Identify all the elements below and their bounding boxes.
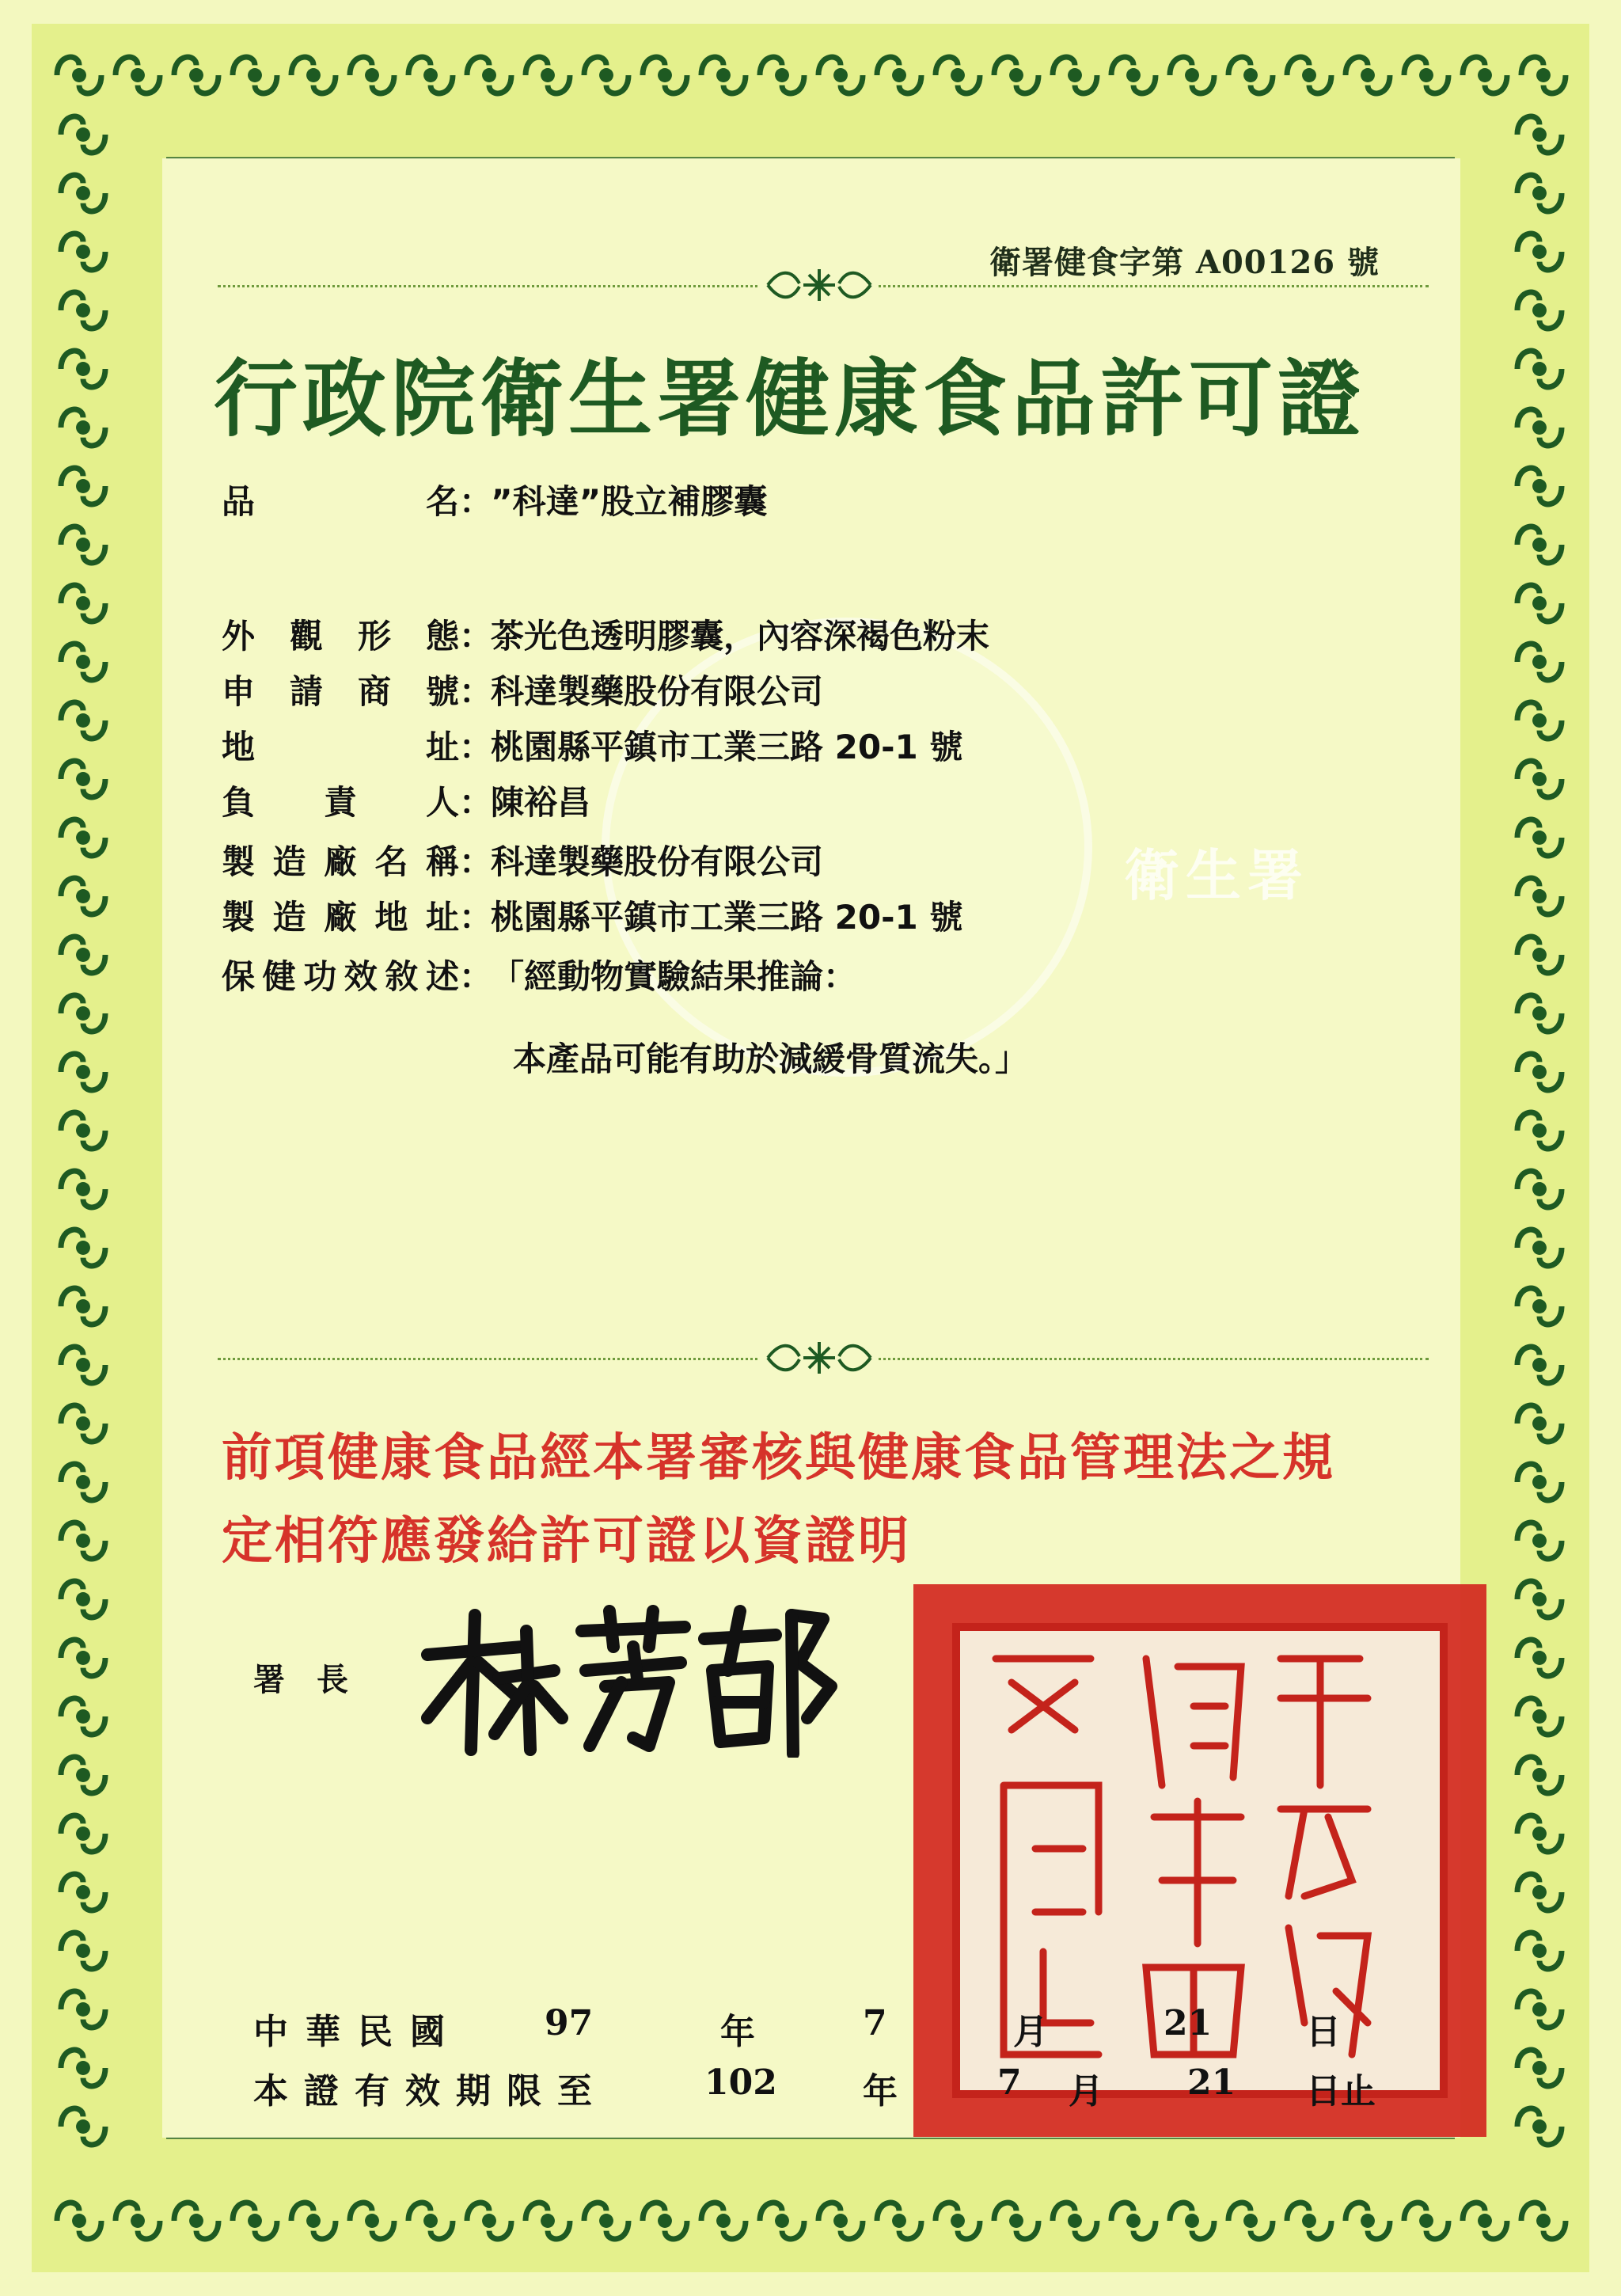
border-motif-icon: [61, 1171, 105, 1207]
border-motif-icon: [1053, 57, 1097, 93]
border-motif-icon: [1517, 1991, 1562, 2028]
border-motif-icon: [291, 57, 336, 93]
valid-until-month: 7: [997, 2062, 1022, 2103]
valid-until-month-unit: 月: [1069, 2071, 1103, 2112]
valid-until-day-unit: 日止: [1306, 2071, 1376, 2112]
border-motif-icon: [116, 2203, 160, 2239]
border-motif-icon: [61, 1933, 105, 1969]
border-motif-icon: [61, 1288, 105, 1325]
border-motif-icon: [61, 292, 105, 329]
border-motif-icon: [1517, 409, 1562, 446]
issue-date-day: 21: [1164, 2003, 1213, 2043]
border-motif-icon: [526, 2203, 570, 2239]
border-motif-icon: [1287, 57, 1331, 93]
field-label-char: 觀: [289, 617, 323, 656]
field-label-char: 保: [222, 957, 256, 996]
border-motif-icon: [1517, 761, 1562, 797]
border-motif-icon: [1517, 1933, 1562, 1969]
border-motif-icon: [61, 116, 105, 153]
field-label-char: 號: [425, 672, 459, 711]
border-motif-icon: [1517, 1171, 1562, 1207]
field-label-char: 廠: [323, 842, 357, 881]
director-label: 署長: [253, 1662, 380, 1698]
border-motif-icon: [61, 2050, 105, 2086]
field-row: [222, 776, 590, 825]
border-motif-icon: [1287, 2203, 1331, 2239]
field-value: 科達製藥股份有限公司: [491, 842, 824, 881]
border-motif-icon: [1228, 2203, 1273, 2239]
field-label: [222, 777, 459, 824]
issue-date-year-unit: 年: [720, 2012, 755, 2052]
border-motif-icon: [760, 2203, 804, 2239]
border-motif-icon: [61, 409, 105, 446]
border-motif-icon: [61, 1815, 105, 1852]
field-label-char: 名: [374, 842, 408, 881]
border-motif-icon: [61, 1874, 105, 1910]
border-motif-icon: [1517, 878, 1562, 914]
field-value: 科達製藥股份有限公司: [491, 672, 824, 711]
field-colon: ：: [459, 783, 493, 822]
border-motif-icon: [61, 1522, 105, 1559]
divider-ornament-icon: [760, 1334, 879, 1382]
border-motif-icon: [233, 2203, 277, 2239]
field-row: [222, 950, 856, 999]
border-motif-icon: [1521, 57, 1566, 93]
field-label-char: 稱: [425, 842, 459, 881]
border-motif-icon: [1517, 1698, 1562, 1735]
field-label: [222, 610, 459, 658]
border-motif-icon: [174, 57, 218, 93]
border-motif-icon: [1517, 819, 1562, 856]
border-motif-icon: [1170, 2203, 1214, 2239]
field-value: 桃園縣平鎮市工業三路 20-1 號: [491, 728, 963, 766]
border-motif-icon: [1517, 585, 1562, 622]
valid-until-day: 21: [1187, 2062, 1236, 2103]
field-value: 茶光色透明膠囊，內容深褐色粉末: [491, 617, 990, 656]
border-motif-icon: [61, 1464, 105, 1500]
field-label-char: 負: [222, 783, 256, 822]
border-motif-icon: [877, 57, 921, 93]
field-label-char: 製: [222, 898, 256, 937]
field-label-char: 址: [425, 728, 459, 766]
border-motif-icon: [57, 2203, 101, 2239]
border-motif-icon: [1517, 1815, 1562, 1852]
border-motif-icon: [61, 468, 105, 504]
border-motif-icon: [994, 2203, 1038, 2239]
certificate-number: 衛署健食字第 A00126 號: [989, 244, 1380, 281]
field-label-char: 申: [222, 672, 256, 711]
field-label-char: 名: [425, 482, 459, 521]
border-motif-icon: [1517, 2108, 1562, 2145]
field-label-char: 責: [323, 783, 357, 822]
border-motif-icon: [61, 1757, 105, 1793]
border-motif-icon: [1521, 2203, 1566, 2239]
watermark-text: 衛生署: [1124, 842, 1309, 908]
border-motif-icon: [61, 1054, 105, 1090]
border-motif-icon: [1517, 1464, 1562, 1500]
border-motif-icon: [1404, 57, 1448, 93]
border-motif-icon: [818, 57, 863, 93]
border-motif-icon: [1517, 526, 1562, 563]
border-motif-icon: [61, 1112, 105, 1149]
border-motif-icon: [350, 2203, 394, 2239]
border-motif-icon: [61, 1698, 105, 1735]
field-label: [222, 476, 459, 523]
border-motif-icon: [584, 57, 628, 93]
border-motif-icon: [233, 57, 277, 93]
field-label-char: 人: [425, 783, 459, 822]
field-label-char: 造: [272, 898, 306, 937]
field-label-char: 品: [222, 482, 256, 521]
border-motif-icon: [467, 2203, 511, 2239]
border-motif-icon: [643, 57, 687, 93]
border-motif-icon: [1517, 2050, 1562, 2086]
valid-until-year: 102: [704, 2062, 777, 2103]
border-motif-icon: [61, 878, 105, 914]
border-motif-icon: [1517, 644, 1562, 680]
border-motif-icon: [1517, 702, 1562, 739]
field-label: [222, 666, 459, 713]
field-row: [222, 720, 962, 770]
border-motif-icon: [1463, 2203, 1507, 2239]
border-motif-icon: [1517, 1112, 1562, 1149]
border-motif-icon: [61, 1581, 105, 1617]
issue-date-year: 97: [545, 2003, 594, 2043]
field-colon: ：: [459, 957, 493, 996]
border-motif-icon: [760, 57, 804, 93]
field-row: [222, 475, 767, 524]
border-motif-icon: [61, 819, 105, 856]
border-motif-icon: [1517, 1581, 1562, 1617]
field-row: [222, 610, 989, 659]
border-motif-icon: [408, 2203, 453, 2239]
field-label: [222, 721, 459, 769]
border-motif-icon: [584, 2203, 628, 2239]
border-motif-icon: [61, 937, 105, 973]
border-motif-icon: [61, 234, 105, 270]
border-motif-icon: [1517, 351, 1562, 387]
border-motif-icon: [1517, 1347, 1562, 1383]
border-motif-icon: [61, 2108, 105, 2145]
field-label-char: 地: [222, 728, 256, 766]
border-motif-icon: [1346, 2203, 1390, 2239]
border-motif-icon: [1517, 175, 1562, 211]
field-label-char: 廠: [323, 898, 357, 937]
issue-date-day-unit: 日: [1306, 2012, 1341, 2052]
director-signature: [412, 1599, 839, 1758]
border-motif-icon: [61, 1405, 105, 1442]
border-motif-icon: [1228, 57, 1273, 93]
border-motif-icon: [61, 526, 105, 563]
border-motif-icon: [526, 57, 570, 93]
field-label-char: 商: [357, 672, 391, 711]
field-value: ”科達”股立補膠囊: [491, 482, 768, 521]
field-colon: ：: [459, 728, 493, 766]
statement-line1: 前項健康食品經本署審核與健康食品管理法之規: [222, 1428, 1335, 1488]
field-label: [222, 951, 459, 998]
border-motif-icon: [61, 644, 105, 680]
border-motif-icon: [61, 1230, 105, 1266]
border-motif-icon: [1346, 57, 1390, 93]
border-motif-icon: [1517, 234, 1562, 270]
field-colon: ：: [459, 898, 493, 937]
border-motif-icon: [1517, 1640, 1562, 1676]
border-motif-icon: [1517, 1288, 1562, 1325]
border-motif-icon: [1517, 1230, 1562, 1266]
field-label-char: 述: [425, 957, 459, 996]
official-seal: [909, 1579, 1491, 2142]
field-row: [222, 891, 962, 940]
field-label-char: 效: [344, 957, 378, 996]
field-row: [222, 835, 823, 884]
border-motif-icon: [1517, 937, 1562, 973]
border-motif-icon: [1111, 2203, 1156, 2239]
field-value: 「經動物實驗結果推論：: [491, 957, 857, 996]
border-motif-icon: [1111, 57, 1156, 93]
field-label-char: 外: [222, 617, 256, 656]
border-motif-icon: [467, 57, 511, 93]
issue-date-month: 7: [863, 2003, 887, 2043]
border-motif-icon: [936, 57, 980, 93]
border-motif-icon: [1517, 1405, 1562, 1442]
border-motif-icon: [61, 761, 105, 797]
border-motif-icon: [1517, 292, 1562, 329]
border-motif-icon: [350, 57, 394, 93]
field-label-char: 形: [357, 617, 391, 656]
border-motif-icon: [61, 995, 105, 1032]
border-motif-icon: [643, 2203, 687, 2239]
divider-ornament-icon: [760, 261, 879, 309]
statement-line2: 定相符應發給許可證以資證明: [222, 1511, 911, 1571]
field-colon: ：: [459, 482, 493, 521]
issue-date-prefix: 中華民國: [253, 2012, 462, 2052]
issue-date-month-unit: 月: [1013, 2012, 1048, 2052]
field-row: [222, 665, 823, 714]
border-motif-icon: [1517, 1054, 1562, 1090]
border-motif-icon: [61, 1640, 105, 1676]
border-motif-icon: [1517, 1874, 1562, 1910]
border-motif-icon: [174, 2203, 218, 2239]
field-label-char: 請: [289, 672, 323, 711]
border-motif-icon: [1517, 1757, 1562, 1793]
field-label: [222, 836, 459, 884]
border-motif-icon: [61, 1347, 105, 1383]
field-label-char: 態: [425, 617, 459, 656]
border-motif-icon: [818, 2203, 863, 2239]
field-label: [222, 891, 459, 939]
border-motif-icon: [1517, 468, 1562, 504]
border-motif-icon: [994, 57, 1038, 93]
field-colon: ：: [459, 842, 493, 881]
field-label-char: 地: [374, 898, 408, 937]
border-motif-icon: [877, 2203, 921, 2239]
field-value: 陳裕昌: [491, 783, 591, 822]
valid-until-prefix: 本證有效期限至: [253, 2071, 608, 2112]
border-motif-icon: [1463, 57, 1507, 93]
border-motif-icon: [61, 1991, 105, 2028]
field-label-char: 功: [303, 957, 337, 996]
border-motif-icon: [1517, 995, 1562, 1032]
border-motif-icon: [116, 57, 160, 93]
border-motif-icon: [1404, 2203, 1448, 2239]
valid-until-year-unit: 年: [863, 2071, 898, 2112]
border-motif-icon: [936, 2203, 980, 2239]
border-motif-icon: [291, 2203, 336, 2239]
border-motif-icon: [61, 175, 105, 211]
border-motif-icon: [61, 585, 105, 622]
certificate-title: 行政院衛生署健康食品許可證: [214, 349, 1366, 448]
border-motif-icon: [408, 57, 453, 93]
field-label-char: 製: [222, 842, 256, 881]
border-motif-icon: [701, 57, 746, 93]
field-label-char: 健: [262, 957, 296, 996]
field-label-char: 造: [272, 842, 306, 881]
field-label-char: 敘: [385, 957, 419, 996]
field-colon: ：: [459, 617, 493, 656]
border-motif-icon: [1170, 57, 1214, 93]
border-motif-icon: [61, 351, 105, 387]
border-motif-icon: [1053, 2203, 1097, 2239]
health-claim-line2: 本產品可能有助於減緩骨質流失。」: [513, 1040, 1029, 1078]
border-motif-icon: [57, 57, 101, 93]
border-motif-icon: [61, 702, 105, 739]
field-colon: ：: [459, 672, 493, 711]
field-value: 桃園縣平鎮市工業三路 20-1 號: [491, 898, 963, 937]
border-motif-icon: [701, 2203, 746, 2239]
border-motif-icon: [1517, 116, 1562, 153]
field-label-char: 址: [425, 898, 459, 937]
border-motif-icon: [1517, 1522, 1562, 1559]
